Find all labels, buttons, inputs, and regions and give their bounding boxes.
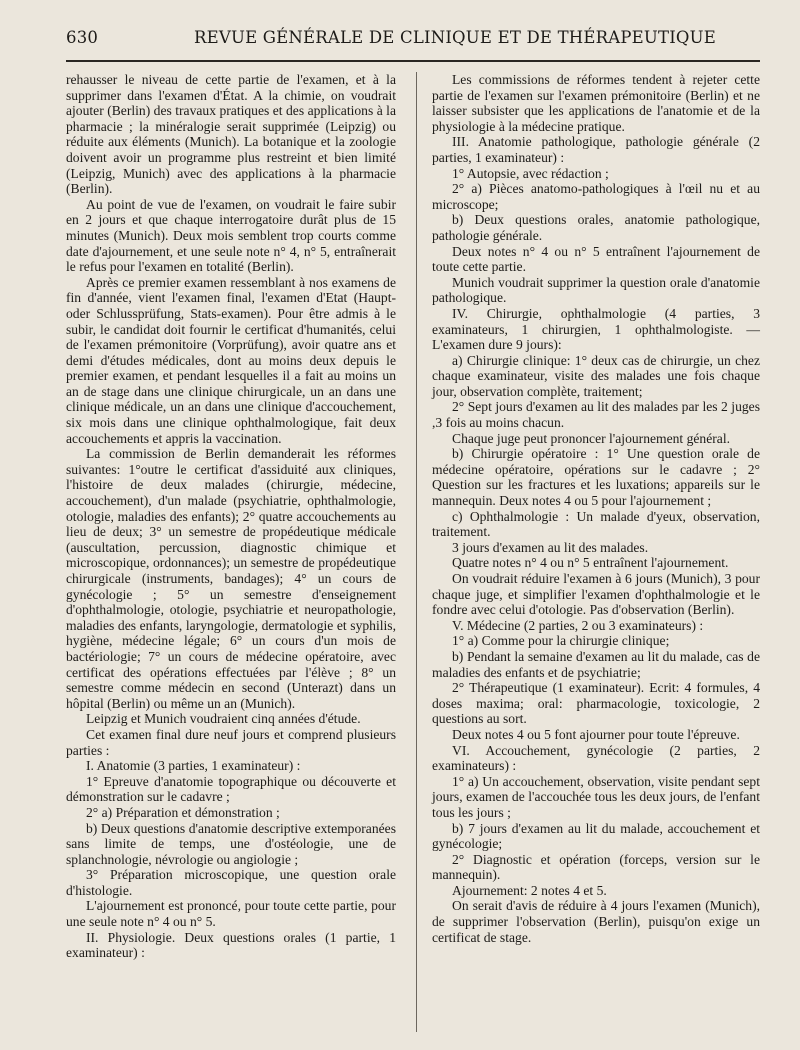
page-number: 630	[66, 28, 99, 47]
paragraph: 3 jours d'examen au lit des malades.	[452, 539, 649, 555]
left-column	[66, 72, 396, 961]
paragraph: Munich voudrait supprimer la question orale d'anatomie pathologique.	[432, 274, 760, 306]
section-heading: II. Physiologie. Deux questions orales (1 partie, 1 examinateur) :	[66, 929, 396, 961]
paragraph: On voudrait réduire l'examen à 6 jours (Munich), 3 pour chaque juge, et simplifier l'examen d'ophthalmologie et le fondre avec celui d'otologie. Pas d'observation (Berlin).	[432, 571, 760, 618]
paragraph: Cet examen final dure neuf jours et comprend plusieurs parties :	[66, 726, 396, 758]
paragraph: b) Pendant la semaine d'examen au lit du malade, cas de maladies des enfants et de psychiatrie;	[432, 648, 760, 680]
paragraph: Ajournement: 2 notes 4 et 5.	[452, 882, 607, 898]
paragraph: b) Deux questions d'anatomie descriptive extemporanées sans limite de temps, une d'ostéologie, une de splanchnologie, névrologie ou angiologie ;	[66, 820, 396, 867]
section-heading: V. Médecine (2 parties, 2 ou 3 examinateurs) :	[452, 617, 704, 633]
paragraph: b) Chirurgie opératoire : 1° Une question orale de médecine opératoire, opérations sur le cadavre ; 2° Question sur les fractures et les luxations; appareils sur le mannequin. Deux notes 4 ou 5 pour l'ajournement ;	[432, 446, 760, 509]
paragraph: Deux notes n° 4 ou n° 5 entraînent l'ajournement de toute cette partie.	[432, 243, 760, 275]
paragraph: 2° Diagnostic et opération (forceps, version sur le mannequin).	[432, 851, 760, 883]
paragraph: b) Deux questions orales, anatomie pathologique, pathologie générale.	[432, 212, 760, 243]
paragraph: Après ce premier examen ressemblant à nos examens de fin d'année, vient l'examen final, l'examen d'Etat (Haupt-oder Schlussprüfung, Stats-examen). Pour être admis à le subir, le candidat doit fournir le certificat d'humanités, celui de l'examen prémonitoire (Vorprüfung), avoir quatre ans et demi d'études médicales, dont au moins deux depuis le premier examen, et pendant lesquelles il a fait au moins un an de stage dans une clinique chirurgicale, un an dans une clinique médicale, un an dans une clinique d'accouchement, six mois dans une clinique ophthalmologique, fait deux accouchements et appris la vaccination.	[66, 274, 396, 446]
section-heading: III. Anatomie pathologique, pathologie générale (2 parties, 1 examinateur) :	[432, 134, 760, 165]
page-header	[66, 28, 760, 50]
paragraph: 2° a) Pièces anatomo-pathologiques à l'œil nu et au microscope;	[432, 181, 760, 212]
paragraph: 1° Epreuve d'anatomie topographique ou découverte et démonstration sur le cadavre ;	[66, 773, 396, 805]
paragraph: On serait d'avis de réduire à 4 jours l'examen (Munich), de supprimer l'observation (Berlin), puisqu'on exige un certificat de stage.	[432, 898, 760, 945]
paragraph: Chaque juge peut prononcer l'ajournement général.	[452, 430, 730, 446]
paragraph: 1° a) Un accouchement, observation, visite pendant sept jours, examen de l'accouchée tous les deux jours, de l'enfant tous les jours ;	[432, 773, 760, 820]
right-column	[432, 72, 760, 945]
paragraph: b) 7 jours d'examen au lit du malade, accouchement et gynécologie;	[432, 820, 760, 852]
section-heading: IV. Chirurgie, ophthalmologie (4 parties, 3 examinateurs, 1 chirurgien, 1 ophthalmologiste. — L'examen dure 9 jours):	[432, 305, 760, 353]
paragraph: 3° Préparation microscopique, une question orale d'histologie.	[66, 867, 396, 898]
section-heading: I. Anatomie (3 parties, 1 examinateur) :	[86, 758, 301, 774]
paragraph: 1° a) Comme pour la chirurgie clinique;	[452, 633, 670, 649]
paragraph: Deux notes 4 ou 5 font ajourner pour toute l'épreuve.	[452, 726, 740, 742]
paragraph: L'ajournement est prononcé, pour toute cette partie, pour une seule note n° 4 ou n° 5.	[66, 898, 396, 930]
paragraph: Au point de vue de l'examen, on voudrait le faire subir en 2 jours et que chaque interrogatoire durât plus de 15 minutes (Munich). Deux mois semblent trop courts comme date d'ajournement, et une seule note n° 4, n° 5, entraînerait le refus pour l'examen en totalité (Berlin).	[66, 196, 396, 275]
paragraph: 1° Autopsie, avec rédaction ;	[452, 165, 609, 181]
paragraph: 2° a) Préparation et démonstration ;	[86, 804, 280, 820]
column-divider	[416, 72, 417, 1032]
paragraph: Quatre notes n° 4 ou n° 5 entraînent l'ajournement.	[452, 555, 729, 571]
paragraph: 2° Sept jours d'examen au lit des malades par les 2 juges ,3 fois au moins chacun.	[432, 399, 760, 431]
paragraph: c) Ophthalmologie : Un malade d'yeux, observation, traitement.	[432, 508, 760, 540]
header-rule	[66, 60, 760, 62]
paragraph: 2° Thérapeutique (1 examinateur). Ecrit: 4 formules, 4 doses maxima; oral: pharmacologie, toxicologie, 2 questions au sort.	[432, 680, 760, 727]
paragraph: rehausser le niveau de cette partie de l'examen, et à la supprimer dans l'examen d'État. A la chimie, on voudrait ajouter (Berlin) des travaux pratiques et des applications à la pharmacie ; la minéralogie serait supprimée (Leipzig) ou réduite aux éléments (Munich). La botanique et la zoologie doivent avoir un programme plus restreint et bien limité (Leipzig, Munich) avec des applications à la pharmacie (Berlin).	[66, 72, 396, 197]
paragraph: Les commissions de réformes tendent à rejeter cette partie de l'examen sur l'examen prémonitoire (Berlin) et ne laisser subsister que les applications de l'anatomie et de la physiologie à la médecine pratique.	[432, 72, 760, 134]
paragraph: a) Chirurgie clinique: 1° deux cas de chirurgie, un chez chaque examinateur, visite des malades une fois chaque jour, observation complète, traitement;	[432, 352, 760, 399]
running-title: REVUE GÉNÉRALE DE CLINIQUE ET DE THÉRAPEUTIQUE	[194, 28, 717, 47]
section-heading: VI. Accouchement, gynécologie (2 parties, 2 examinateurs) :	[432, 742, 760, 774]
paragraph: La commission de Berlin demanderait les réformes suivantes: 1°outre le certificat d'assiduité aux cliniques, l'histoire de deux malades (chirurgie, médecine, accouchement), d'un malade (psychiatrie, ophthalmologie, otologie, maladies des enfants); 2° quatre accouchements au lieu de deux; 3° un semestre de propédeutique médicale (auscultation, percussion, diagnostic chimique et microscopique, ordonnances); un semestre de propédeutique chirurgicale (instruments, bandages); 4° un cours de gynécologie ; 5° un semestre d'enseignement d'ophthalmologie, otologie, psychiatrie et neuropathologie, maladies des enfants, laryngologie, dermatologie et syphilis, hygiène, médecine légale; 6° un cours d'un mois de bactériologie; 7° un cours de médecine opératoire, avec certificat des opérations effectuées par l'élève ; 8° un semestre comme médecin en second (Unterazt) dans un hôpital (Berlin) ou même un an (Munich).	[66, 446, 396, 711]
paragraph: Leipzig et Munich voudraient cinq années d'étude.	[86, 711, 361, 727]
